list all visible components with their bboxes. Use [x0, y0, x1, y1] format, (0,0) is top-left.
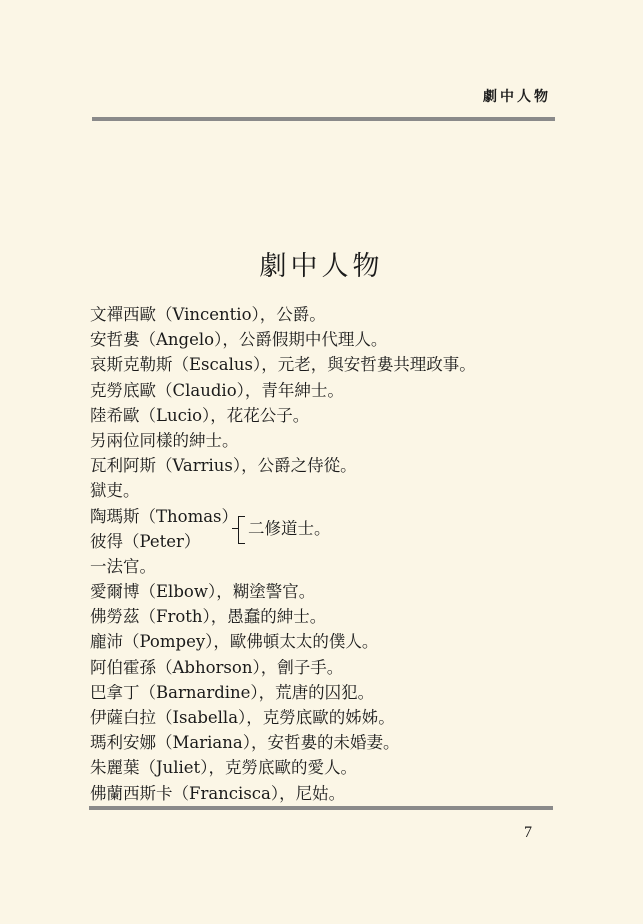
- cast-entry: 另兩位同樣的紳士。: [90, 430, 239, 450]
- page-number: 7: [524, 824, 532, 841]
- page-title: 劇中人物: [259, 251, 384, 282]
- cast-entry: 彼得（Peter）: [90, 531, 201, 551]
- cast-entry: 佛勞茲（Froth），愚蠢的紳士。: [90, 607, 327, 627]
- cast-entry: 朱麗葉（Juliet），克勞底歐的愛人。: [90, 758, 357, 778]
- cast-entry: 陸希歐（Lucio），花花公子。: [90, 405, 310, 425]
- cast-entry: 獄吏。: [90, 481, 140, 501]
- cast-list: [90, 302, 560, 806]
- cast-entry: 克勞底歐（Claudio），青年紳士。: [90, 380, 344, 400]
- cast-entry: 哀斯克勒斯（Escalus），元老，與安哲婁共理政事。: [90, 355, 476, 375]
- friars-group: [90, 504, 560, 554]
- cast-entry: 愛爾博（Elbow），糊塗警官。: [90, 582, 316, 602]
- cast-entry: 阿伯霍孫（Abhorson），劊子手。: [90, 657, 344, 677]
- running-header: 劇中人物: [483, 89, 551, 105]
- brace-icon: [238, 516, 245, 544]
- cast-entry: 一法官。: [90, 556, 156, 576]
- cast-entry: 佛蘭西斯卡（Francisca），尼姑。: [90, 783, 346, 803]
- footer-rule: [89, 806, 553, 810]
- cast-entry: 文禪西歐（Vincentio），公爵。: [90, 305, 326, 324]
- cast-entry: 陶瑪斯（Thomas）: [90, 506, 239, 526]
- friars-label: 二修道士。: [248, 518, 331, 538]
- cast-entry: 瓦利阿斯（Varrius），公爵之侍從。: [90, 456, 357, 476]
- cast-entry: 瑪利安娜（Mariana），安哲婁的未婚妻。: [90, 733, 400, 753]
- cast-entry: 伊薩白拉（Isabella），克勞底歐的姊姊。: [90, 708, 395, 728]
- header-rule: [92, 117, 555, 121]
- cast-entry: 巴拿丁（Barnardine），荒唐的囚犯。: [90, 682, 375, 702]
- cast-entry: 龐沛（Pompey），歐佛頓太太的僕人。: [90, 632, 379, 652]
- cast-entry: 安哲婁（Angelo），公爵假期中代理人。: [90, 330, 388, 350]
